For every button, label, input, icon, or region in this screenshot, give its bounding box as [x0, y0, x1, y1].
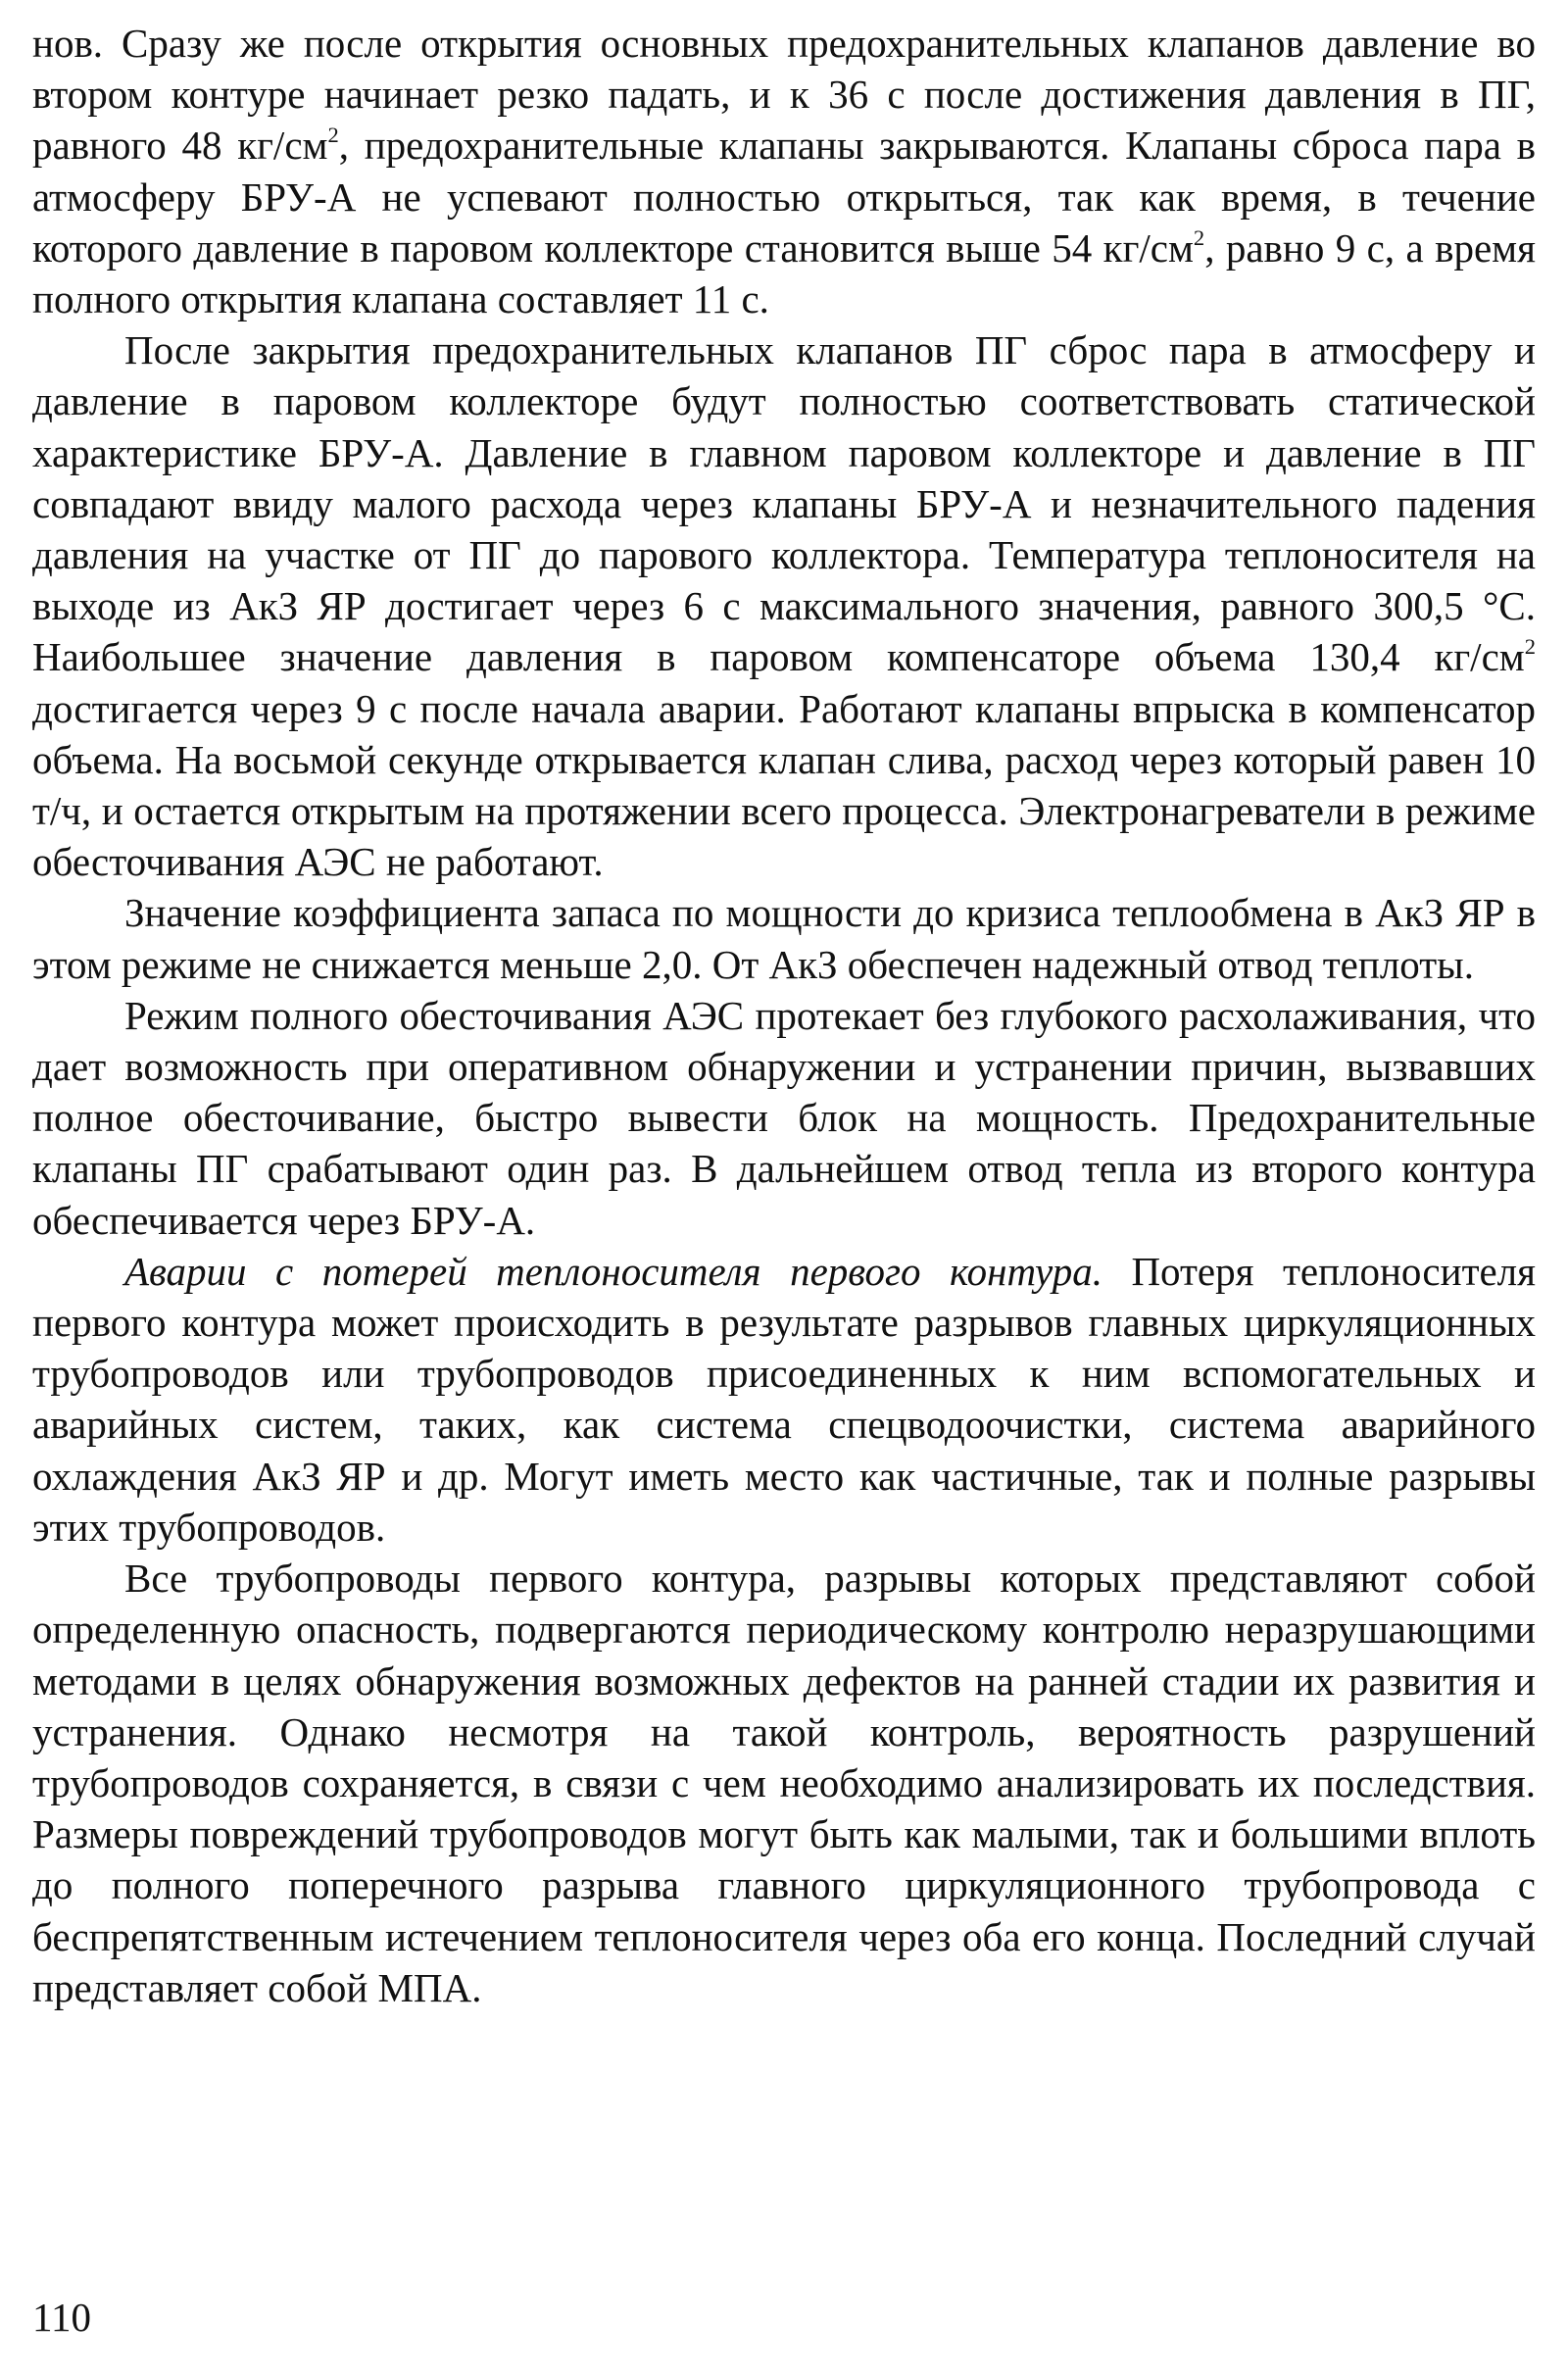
paragraph-5-text: Потеря теплоносителя первого контура может происходить в результате разрывов главных циркуляционных трубопроводов или трубопроводов присоединенных к ним вспомогательных и аварийных систем, таких, как система спецводоочистки, система аварийного охлаждения АкЗ ЯР и др. Могут иметь место как частичные, так и полные разрывы этих трубопроводов.: [32, 1248, 1536, 1550]
section-heading: Аварии с потерей теплоносителя первого контура.: [124, 1248, 1102, 1294]
paragraph-2: [32, 324, 1536, 887]
page-number: 110: [32, 2295, 91, 2340]
page-body: [32, 18, 1536, 2013]
superscript: 2: [1524, 634, 1536, 660]
paragraph-1-text-b: , предохранительные клапаны закрываются. Клапаны сброса пара в атмосферу БРУ-А не успевают полностью открыться, так как время, в течение которого давление в паровом коллекторе становится выше 54 кг/см: [32, 123, 1536, 271]
paragraph-1-text-a: нов. Сразу же после открытия основных предохранительных клапанов давление во втором контуре начинает резко падать, и к 36 с после достижения давления в ПГ, равного 48 кг/см: [32, 21, 1536, 169]
paragraph-3: Значение коэффициента запаса по мощности до кризиса теплообмена в АкЗ ЯР в этом режиме не снижается меньше 2,0. От АкЗ обеспечен надежный отвод теплоты.: [32, 890, 1536, 987]
paragraph-6: Все трубопроводы первого контура, разрывы которых представляют собой определенную опасность, подвергаются периодическому контролю неразрушающими методами в целях обнаружения возможных дефектов на ранней стадии их развития и устранения. Однако несмотря на такой контроль, вероятность разрушений трубопроводов сохраняется, в связи с чем необходимо анализировать их последствия. Размеры повреждений трубопроводов могут быть как малыми, так и большими вплоть до полного поперечного разрыва главного циркуляционного трубопровода с беспрепятственным истечением теплоносителя через оба его конца. Последний случай представляет собой МПА.: [32, 1556, 1536, 2010]
paragraph-2-text-b: достигается через 9 с после начала аварии. Работают клапаны впрыска в компенсатор объема. На восьмой секунде открывается клапан слива, расход через который равен 10 т/ч, и остается открытым на протяжении всего процесса. Электронагреватели в режиме обесточивания АЭС не работают.: [32, 685, 1536, 885]
superscript: 2: [327, 123, 339, 148]
paragraph-1-text-c: , равно 9 с, а время полного открытия клапана составляет 11 с.: [32, 224, 1536, 322]
paragraph-2-text-a: После закрытия предохранительных клапанов ПГ сброс пара в атмосферу и давление в паровом коллекторе будут полностью соответствовать статической характеристике БРУ-А. Давление в главном паровом коллекторе и давление в ПГ совпадают ввиду малого расхода через клапаны БРУ-А и незначительного падения давления на участке от ПГ до парового коллектора. Температура теплоносителя на выходе из АкЗ ЯР достигает через 6 с максимального значения, равного 300,5 °С. Наибольшее значение давления в паровом компенсаторе объема 130,4 кг/см: [32, 327, 1536, 680]
superscript: 2: [1193, 224, 1205, 250]
paragraph-4: Режим полного обесточивания АЭС протекает без глубокого расхолаживания, что дает возможность при оперативном обнаружении и устранении причин, вызвавших полное обесточивание, быстро вывести блок на мощность. Предохранительные клапаны ПГ срабатывают один раз. В дальнейшем отвод тепла из второго контура обеспечивается через БРУ-А.: [32, 992, 1536, 1243]
paragraph-1: [32, 18, 1536, 324]
paragraph-5: [32, 1246, 1536, 1553]
